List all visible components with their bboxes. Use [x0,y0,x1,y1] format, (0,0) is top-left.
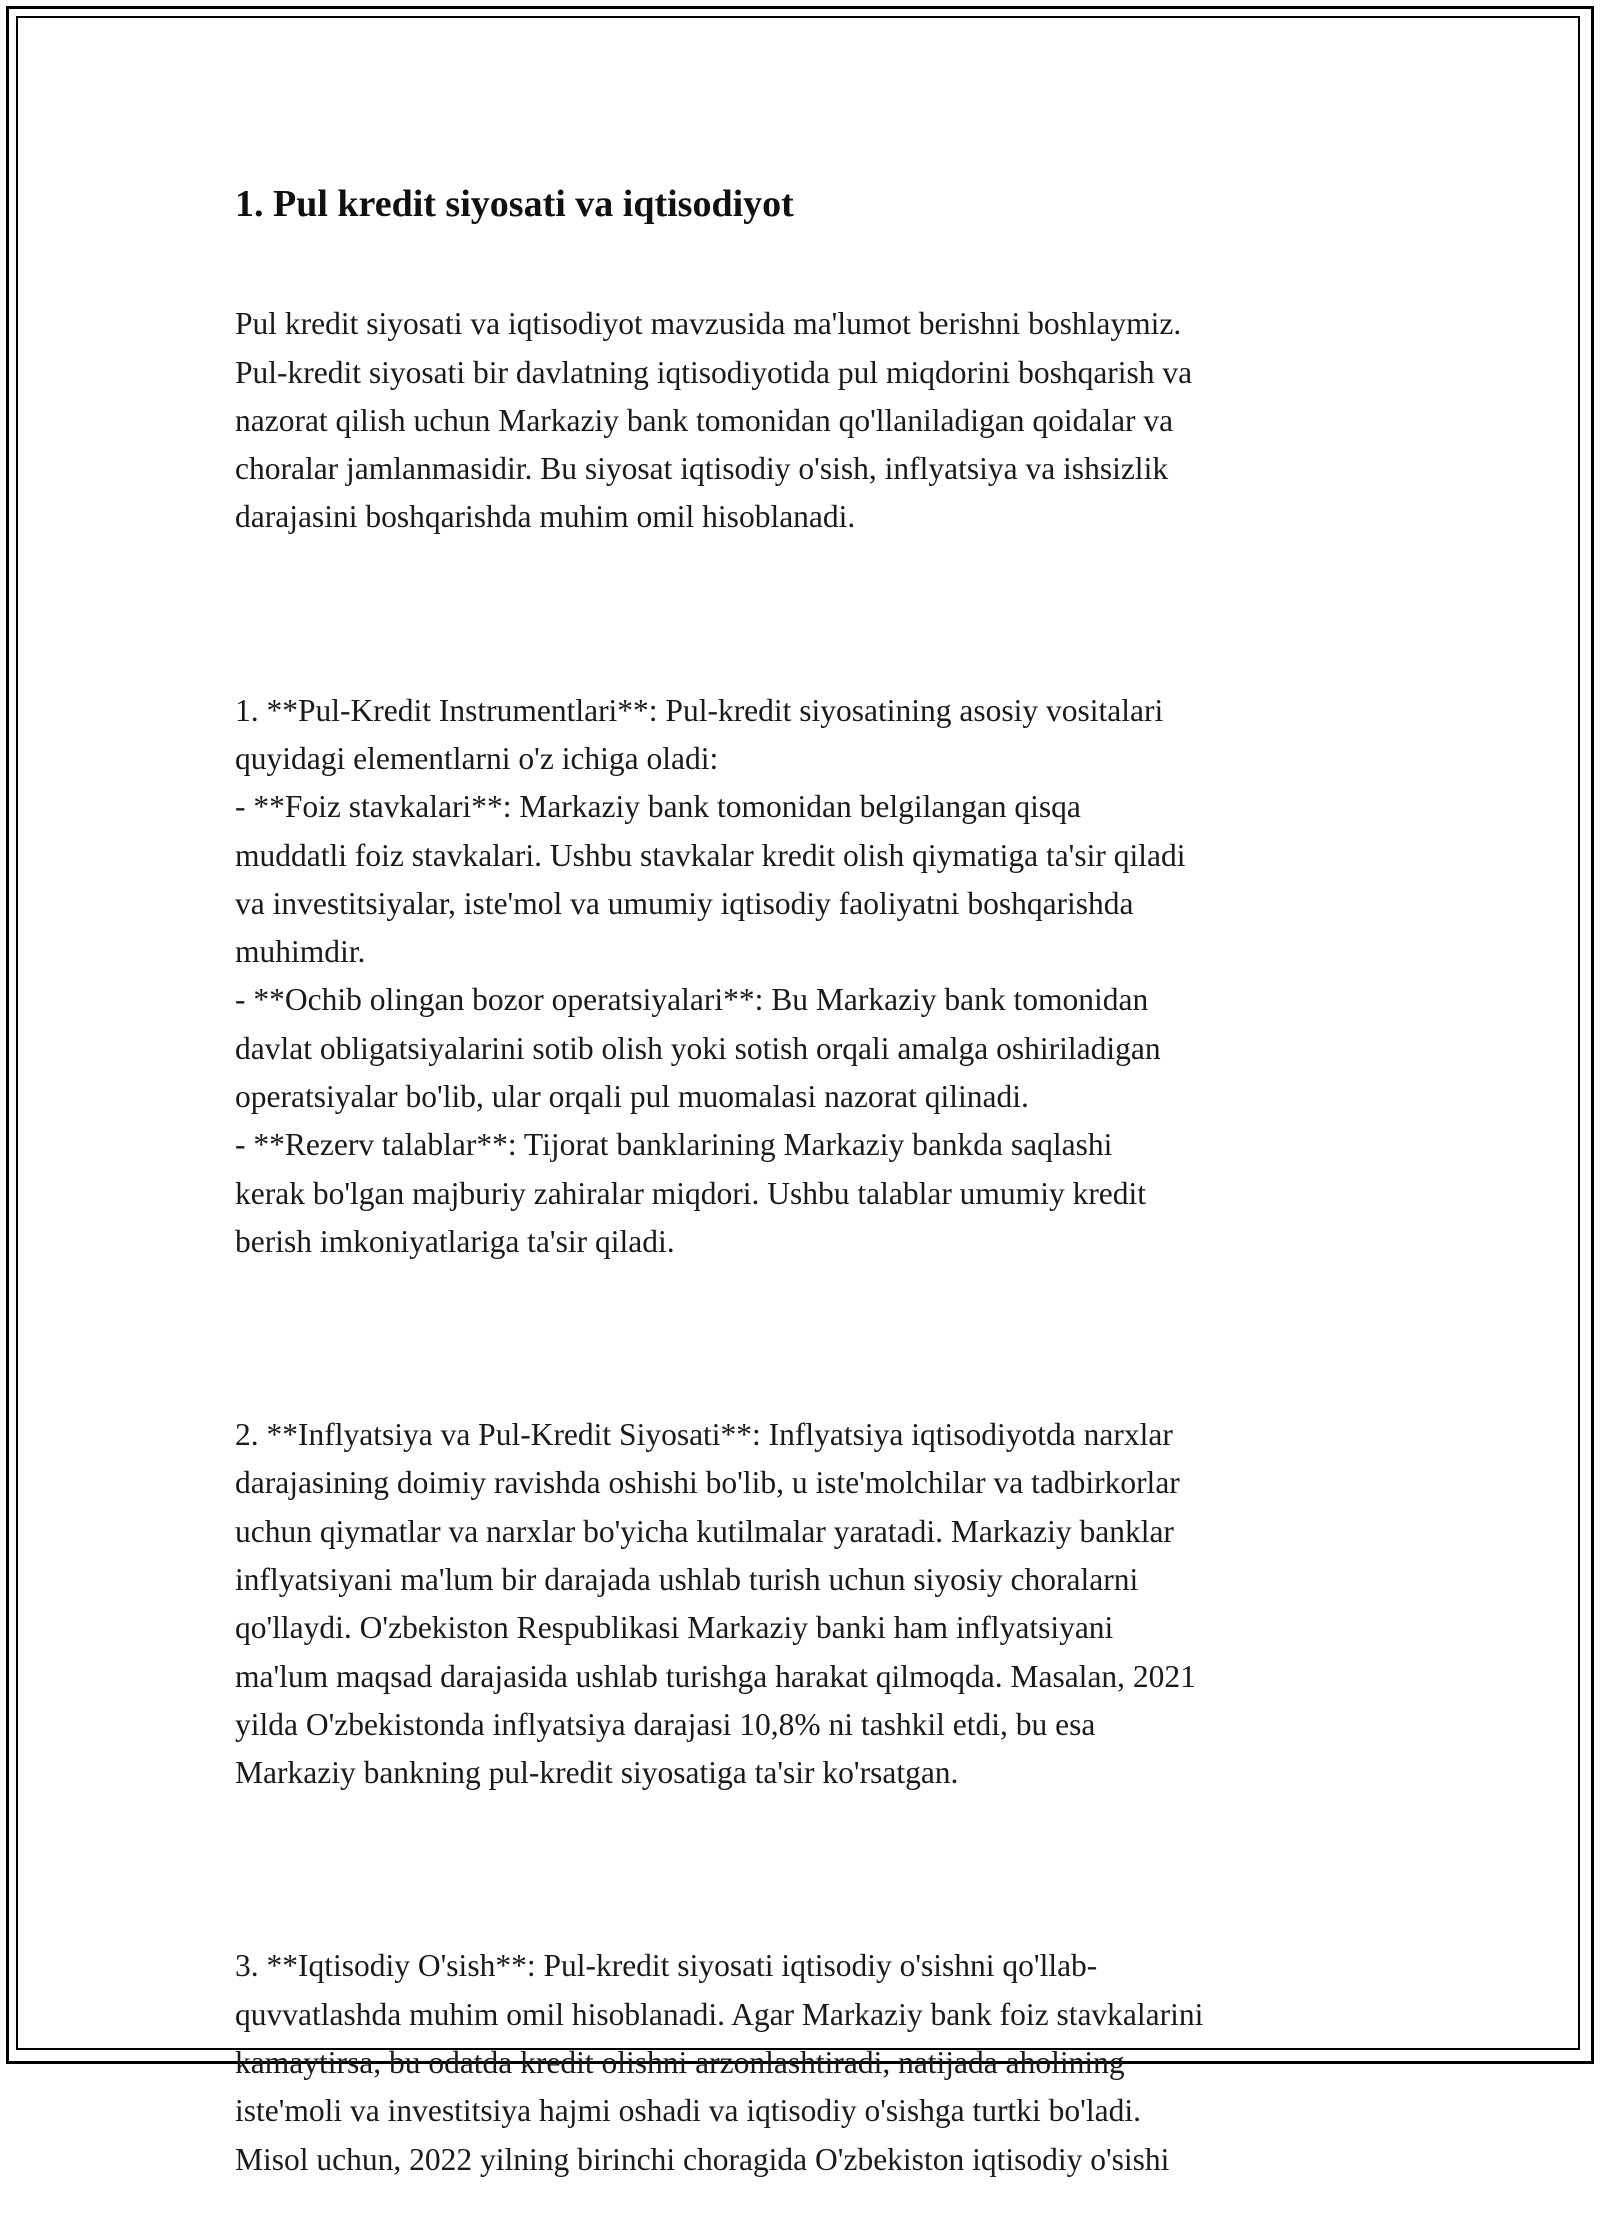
paragraph-growth: 3. **Iqtisodiy O'sish**: Pul-kredit siyosati iqtisodiy o'sishni qo'llab- quvvatlashda muhim omil hisoblanadi. Agar Markaziy bank foiz stavkalarini kamaytirsa, bu odatda kredit olishni arzonlashtiradi, natijada aholining iste'moli va investitsiya hajmi oshadi va iqtisodiy o'sishga turtki bo'ladi. Misol uchun, 2022 yilning birinchi choragida O'zbekiston iqtisodiy o'sishi [235,1948,1204,2177]
paragraph-gap [235,1846,1385,1894]
paragraph-gap [235,1315,1385,1363]
document-title: 1. Pul kredit siyosati va iqtisodiyot [235,183,794,225]
document-content [235,180,1385,2232]
paragraph-gap [235,590,1385,638]
paragraph-intro: Pul kredit siyosati va iqtisodiyot mavzusida ma'lumot berishni boshlaymiz. Pul-kredit siyosati bir davlatning iqtisodiyotida pul miqdorini boshqarish va nazorat qilish uchun Markaziy bank tomonidan qo'llaniladigan qoidalar va choralar jamlanmasidir. Bu siyosat iqtisodiy o'sish, inflyatsiya va ishsizlik darajasini boshqarishda muhim omil hisoblanadi. [235,306,1193,535]
paragraph-instruments: 1. **Pul-Kredit Instrumentlari**: Pul-kredit siyosatining asosiy vositalari quyidagi elementlarni o'z ichiga oladi: - **Foiz stavkalari**: Markaziy bank tomonidan belgilangan qisqa muddatli foiz stavkalari. Ushbu stavkalar kredit olish qiymatiga ta'sir qiladi va investitsiyalar, iste'mol va umumiy iqtisodiy faoliyatni boshqarishda muhimdir. - **Ochib olingan bozor operatsiyalari**: Bu Markaziy bank tomonidan davlat obligatsiyalarini sotib olish yoki sotish orqali amalga oshiriladigan operatsiyalar bo'lib, ular orqali pul muomalasi nazorat qilinadi. - **Rezerv talablar**: Tijorat banklarining Markaziy bankda saqlashi kerak bo'lgan majburiy zahiralar miqdori. Ushbu talablar umumiy kredit berish imkoniyatlariga ta'sir qiladi. [235,692,1186,1259]
document-body [235,252,1385,2232]
paragraph-inflation: 2. **Inflyatsiya va Pul-Kredit Siyosati**: Inflyatsiya iqtisodiyotda narxlar darajasining doimiy ravishda oshishi bo'lib, u iste'molchilar va tadbirkorlar uchun qiymatlar va narxlar bo'yicha kutilmalar yaratadi. Markaziy banklar inflyatsiyani ma'lum bir darajada ushlab turish uchun siyosiy choralarni qo'llaydi. O'zbekiston Respublikasi Markaziy banki ham inflyatsiyani ma'lum maqsad darajasida ushlab turishga harakat qilmoqda. Masalan, 2021 yilda O'zbekistonda inflyatsiya darajasi 10,8% ni tashkil etdi, bu esa Markaziy bankning pul-kredit siyosatiga ta'sir ko'rsatgan. [235,1417,1196,1791]
